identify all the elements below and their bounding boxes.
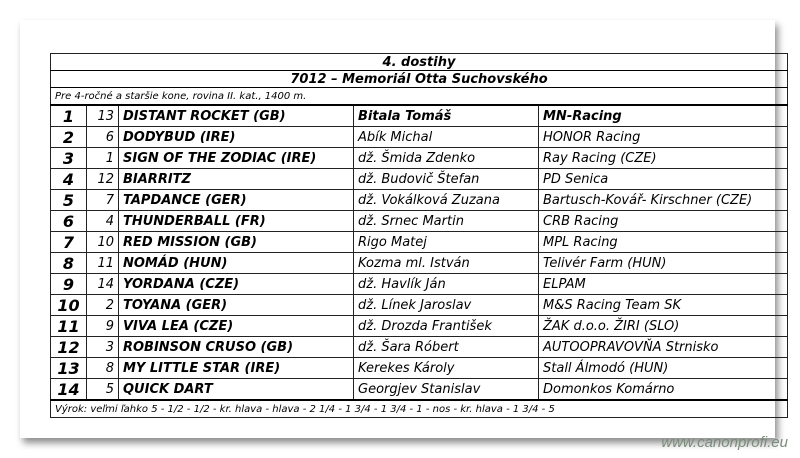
cell-owner: Domonkos Komárno [539,379,788,401]
cell-number: 1 [87,148,119,169]
cell-place: 2 [51,127,87,148]
results-card [20,20,775,438]
cell-jockey: Kerekes Károly [354,358,539,379]
cell-jockey: Georgjev Stanislav [354,379,539,401]
cell-owner: M&S Racing Team SK [539,295,788,316]
cell-jockey: dž. Šara Róbert [354,337,539,358]
cell-owner: AUTOOPRAVOVŇA Strnisko [539,337,788,358]
cell-place: 3 [51,148,87,169]
cell-owner: Ray Racing (CZE) [539,148,788,169]
race-name-row [51,71,788,88]
result-row [51,253,788,274]
cell-jockey: Kozma ml. István [354,253,539,274]
cell-number: 8 [87,358,119,379]
cell-horse: MY LITTLE STAR (IRE) [119,358,354,379]
cell-jockey: dž. Šmida Zdenko [354,148,539,169]
cell-horse: ROBINSON CRUSO (GB) [119,337,354,358]
cell-place: 10 [51,295,87,316]
race-name: 7012 – Memoriál Otta Suchovského [51,71,788,88]
cell-number: 6 [87,127,119,148]
verdict-row [51,400,788,418]
result-row [51,232,788,253]
results-table [50,53,788,418]
cell-horse: DISTANT ROCKET (GB) [119,105,354,127]
cell-number: 2 [87,295,119,316]
cell-owner: Telivér Farm (HUN) [539,253,788,274]
cell-horse: SIGN OF THE ZODIAC (IRE) [119,148,354,169]
result-row [51,316,788,337]
cell-horse: TOYANA (GER) [119,295,354,316]
cell-number: 5 [87,379,119,401]
cell-jockey: dž. Srnec Martin [354,211,539,232]
cell-owner: CRB Racing [539,211,788,232]
result-row [51,358,788,379]
cell-horse: BIARRITZ [119,169,354,190]
cell-horse: DODYBUD (IRE) [119,127,354,148]
cell-horse: NOMÁD (HUN) [119,253,354,274]
cell-place: 4 [51,169,87,190]
race-conditions-row [51,88,788,106]
cell-owner: ŽAK d.o.o. ŽIRI (SLO) [539,316,788,337]
cell-place: 6 [51,211,87,232]
result-row [51,105,788,127]
cell-place: 1 [51,105,87,127]
cell-jockey: dž. Drozda František [354,316,539,337]
cell-place: 14 [51,379,87,401]
cell-place: 8 [51,253,87,274]
result-row [51,148,788,169]
cell-number: 12 [87,169,119,190]
result-row [51,274,788,295]
cell-owner: PD Senica [539,169,788,190]
cell-horse: VIVA LEA (CZE) [119,316,354,337]
cell-owner: MN-Racing [539,105,788,127]
verdict: Výrok: veľmi ľahko 5 - 1/2 - 1/2 - kr. hlava - hlava - 2 1/4 - 1 3/4 - 1 3/4 - 1 - nos - kr. hlava - 1 3/4 - 5 [51,400,788,418]
cell-jockey: dž. Budovič Štefan [354,169,539,190]
result-row [51,169,788,190]
cell-jockey: dž. Havlík Ján [354,274,539,295]
cell-jockey: Rigo Matej [354,232,539,253]
cell-place: 5 [51,190,87,211]
cell-number: 7 [87,190,119,211]
result-row [51,190,788,211]
cell-jockey: dž. Vokálková Zuzana [354,190,539,211]
cell-jockey: dž. Línek Jaroslav [354,295,539,316]
result-row [51,295,788,316]
cell-horse: TAPDANCE (GER) [119,190,354,211]
cell-jockey: Abík Michal [354,127,539,148]
cell-horse: THUNDERBALL (FR) [119,211,354,232]
result-row [51,337,788,358]
result-row [51,127,788,148]
cell-horse: RED MISSION (GB) [119,232,354,253]
race-conditions: Pre 4-ročné a staršie kone, rovina II. kat., 1400 m. [51,88,788,106]
cell-number: 13 [87,105,119,127]
cell-owner: ELPAM [539,274,788,295]
race-heading-row [51,54,788,71]
cell-jockey: Bitala Tomáš [354,105,539,127]
cell-owner: Bartusch-Kovář- Kirschner (CZE) [539,190,788,211]
cell-owner: MPL Racing [539,232,788,253]
result-row [51,379,788,401]
result-row [51,211,788,232]
cell-number: 3 [87,337,119,358]
cell-number: 11 [87,253,119,274]
cell-place: 11 [51,316,87,337]
cell-owner: Stall Álmodó (HUN) [539,358,788,379]
cell-number: 9 [87,316,119,337]
cell-horse: YORDANA (CZE) [119,274,354,295]
cell-number: 4 [87,211,119,232]
cell-place: 9 [51,274,87,295]
cell-horse: QUICK DART [119,379,354,401]
cell-place: 12 [51,337,87,358]
cell-number: 10 [87,232,119,253]
race-heading: 4. dostihy [51,54,788,71]
cell-place: 7 [51,232,87,253]
cell-number: 14 [87,274,119,295]
watermark: www.canonprofi.eu [661,434,788,451]
cell-owner: HONOR Racing [539,127,788,148]
cell-place: 13 [51,358,87,379]
